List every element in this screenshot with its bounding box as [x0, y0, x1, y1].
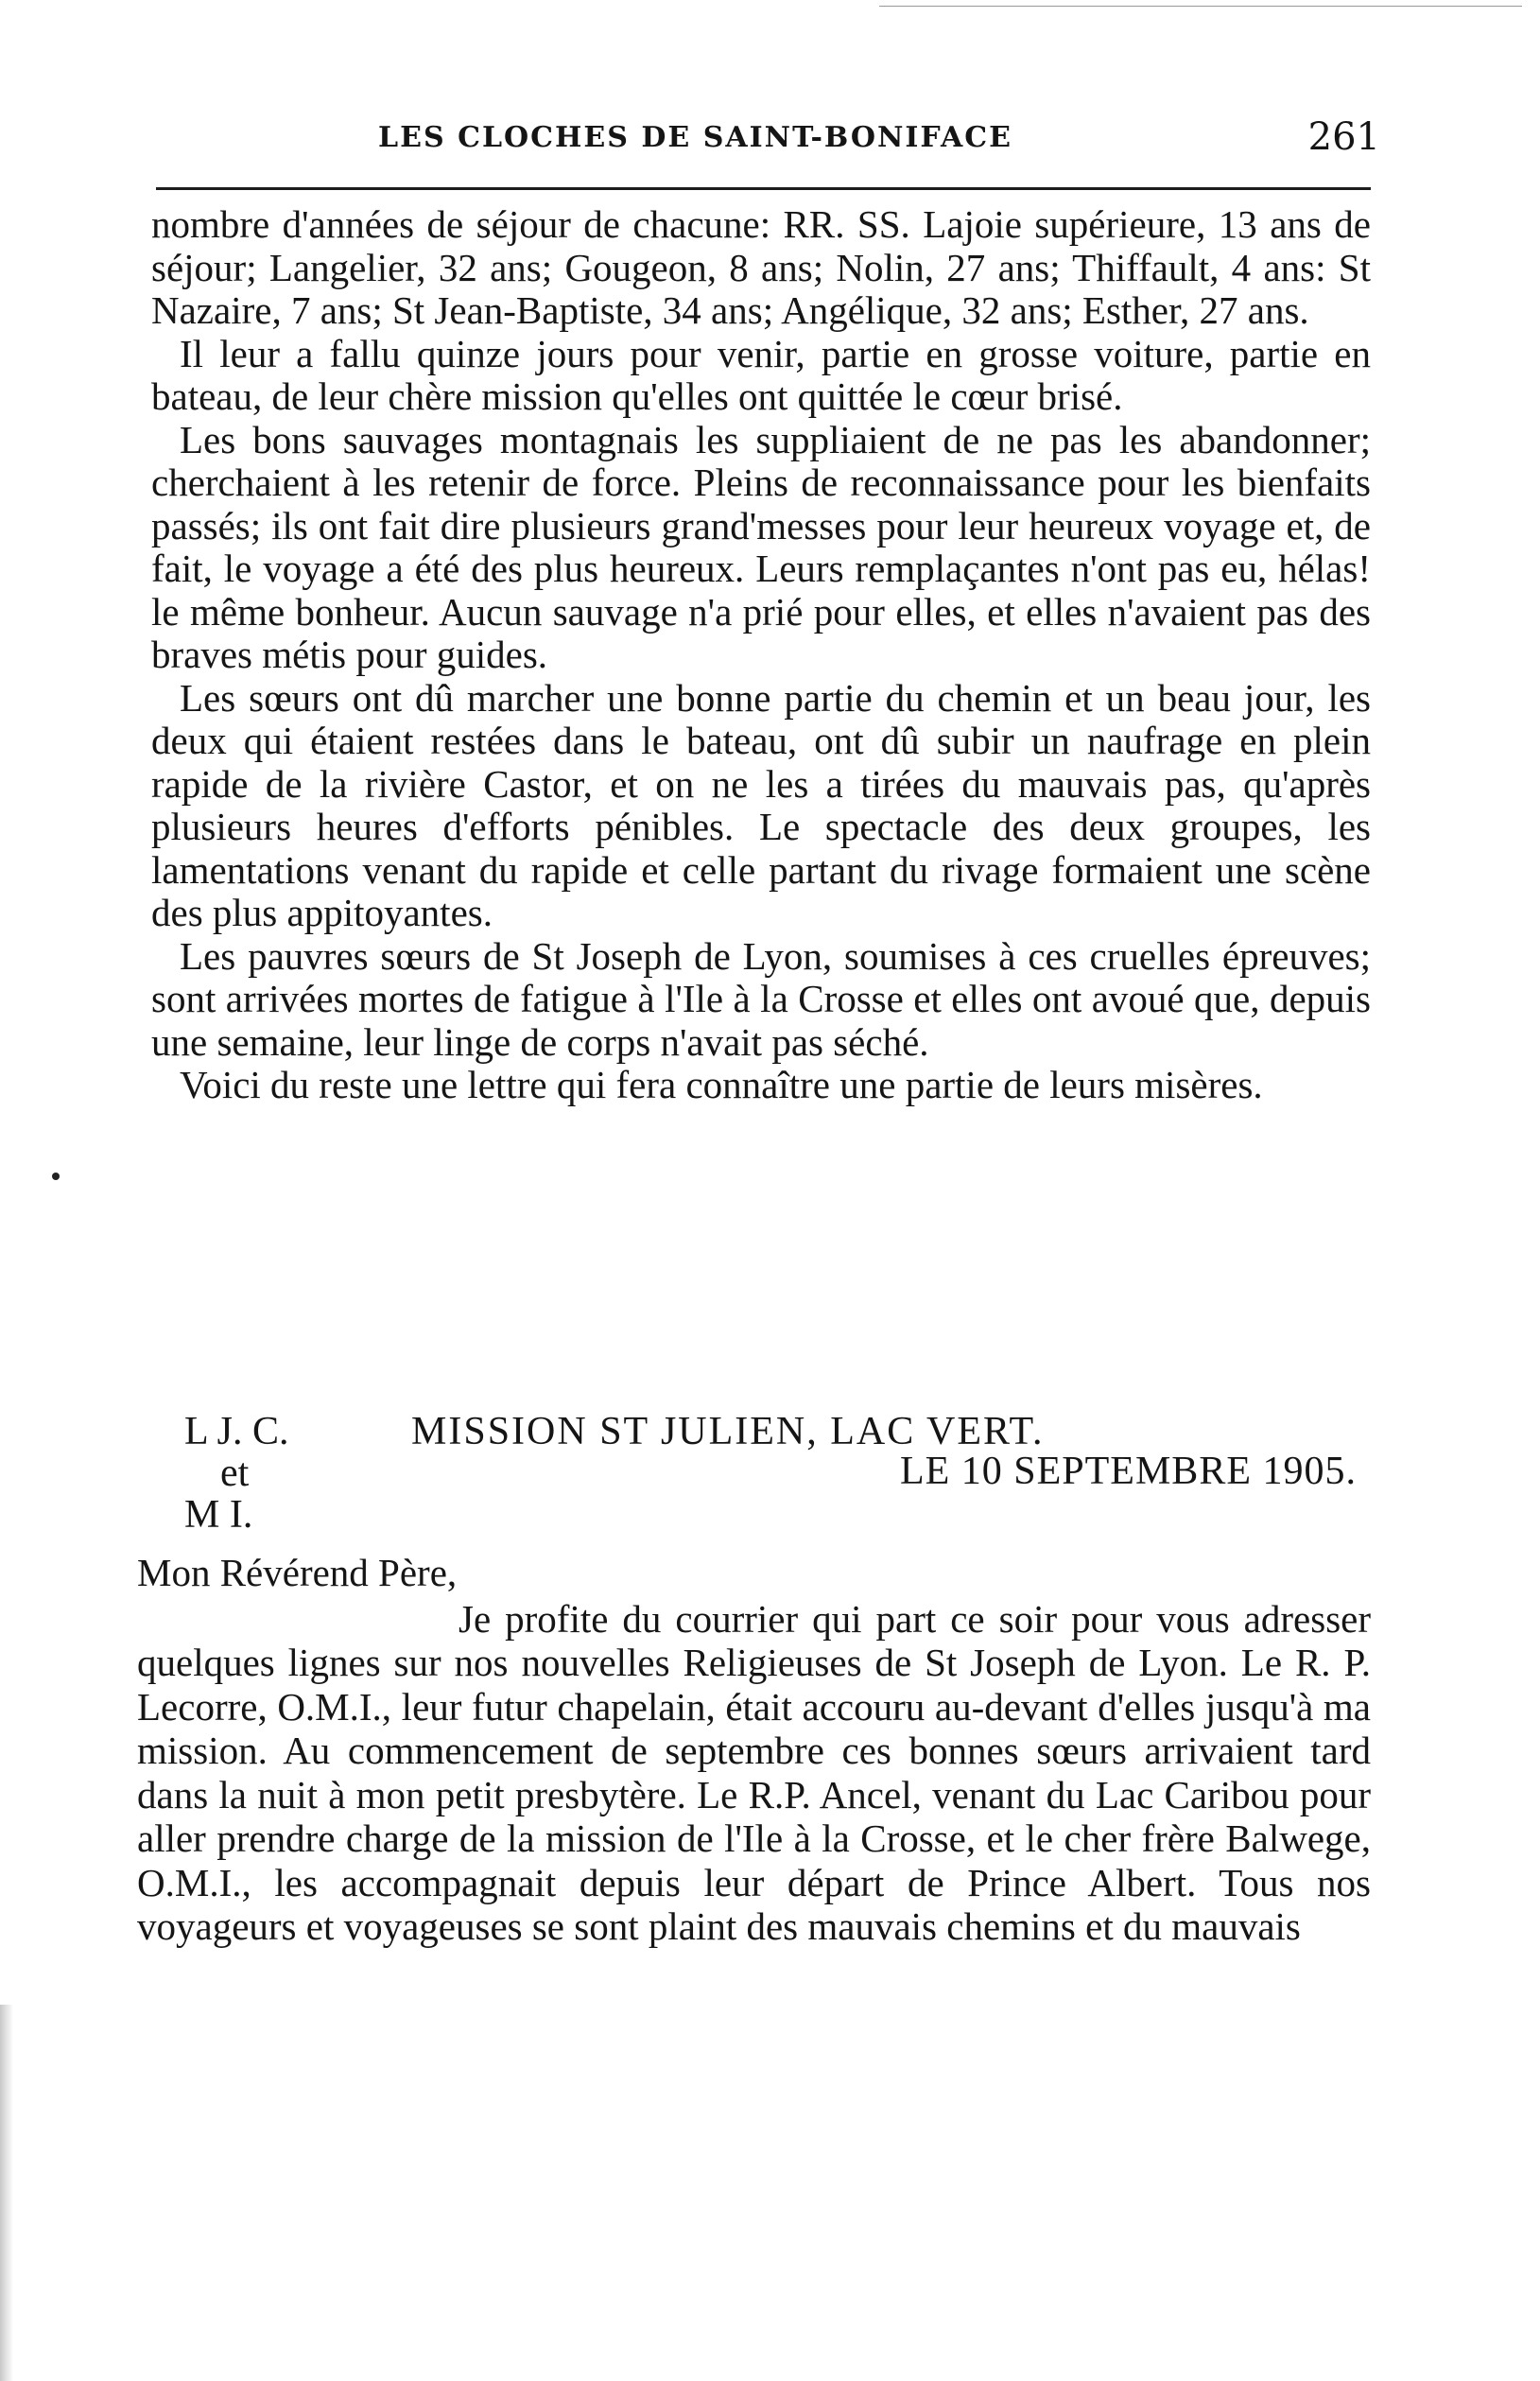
margin-mark [52, 1173, 60, 1180]
letter-ljc: L J. C. [184, 1410, 289, 1453]
paragraph: Il leur a fallu quinze jours pour venir, partie en grosse voiture, partie en bateau, de leur chère mission qu'elles ont quittée le cœur brisé. [151, 331, 1371, 418]
paragraph: Les bons sauvages montagnais les suppliaient de ne pas les abandonner; cherchaient à les retenir de force. Pleins de reconnaissance pour les bienfaits passés; ils ont fait dire plusieurs grand'messes pour leur heureux voyage et, de fait, le voyage a été des plus heureux. Leurs remplaçantes n'ont pas eu, hélas! le même bonheur. Aucun sauvage n'a prié pour elles, et elles n'avaient pas des braves métis pour guides. [151, 417, 1371, 676]
running-title: LES CLOCHES DE SAINT-BONIFACE [378, 121, 1012, 154]
letter-salutation: Mon Révérend Père, [137, 1551, 458, 1594]
letter-body [137, 1551, 1371, 1949]
page-header [151, 112, 1380, 168]
letter-mi: M I. [184, 1493, 253, 1537]
letter-heading [184, 1409, 1366, 1537]
scan-edge-shadow [0, 2005, 13, 2381]
paragraph: Les pauvres sœurs de St Joseph de Lyon, soumises à ces cruelles épreuves; sont arrivées mortes de fatigue à l'Ile à la Crosse et elles ont avoué que, depuis une semaine, leur linge de corps n'avait pas séché. [151, 933, 1371, 1064]
paragraph: Voici du reste une lettre qui fera connaître une partie de leurs misères. [180, 1063, 1263, 1106]
scan-edge-line [879, 6, 1522, 7]
letter-paragraph: Je profite du courrier qui part ce soir pour vous adresser quelques lignes sur nos nouvelles Religieuses de St Joseph de Lyon. Le R. P. Lecorre, O.M.I., leur futur chapelain, était accouru au-devant d'elles jusqu'à ma mission. Au commencement de septembre ces bonnes sœurs arrivaient tard dans la nuit à mon petit presbytère. Le R.P. Ancel, venant du Lac Caribou pour aller prendre charge de la mission de l'Ile à la Crosse, et le cher frère Balwege, O.M.I., les accompagnait depuis leur départ de Prince Albert. Tous nos voyageurs et voyageuses se sont plaint des mauvais chemins et du mauvais [137, 1596, 1371, 1948]
paragraph: Les sœurs ont dû marcher une bonne partie du chemin et un beau jour, les deux qui étaient restées dans le bateau, ont dû subir un naufrage en plein rapide de la rivière Castor, et on ne les a tirées du mauvais pas, qu'après plusieurs heures d'efforts pénibles. Le spectacle des deux groupes, les lamentations venant du rapide et celle partant du rivage formaient une scène des plus appitoyantes. [151, 675, 1371, 934]
letter-date: LE 10 SEPTEMBRE 1905. [899, 1450, 1357, 1493]
header-rule [156, 187, 1371, 190]
letter-et: et [220, 1451, 250, 1495]
letter-mission: MISSION ST JULIEN, LAC VERT. [411, 1410, 1045, 1453]
body-text [151, 203, 1371, 1107]
paragraph: nombre d'années de séjour de chacune: RR. SS. Lajoie supérieure, 13 ans de séjour; Langelier, 32 ans; Gougeon, 8 ans; Nolin, 27 ans; Thiffault, 4 ans: St Nazaire, 7 ans; St Jean-Baptiste, 34 ans; Angélique, 32 ans; Esther, 27 ans. [151, 202, 1371, 332]
page-number: 261 [1307, 115, 1380, 159]
